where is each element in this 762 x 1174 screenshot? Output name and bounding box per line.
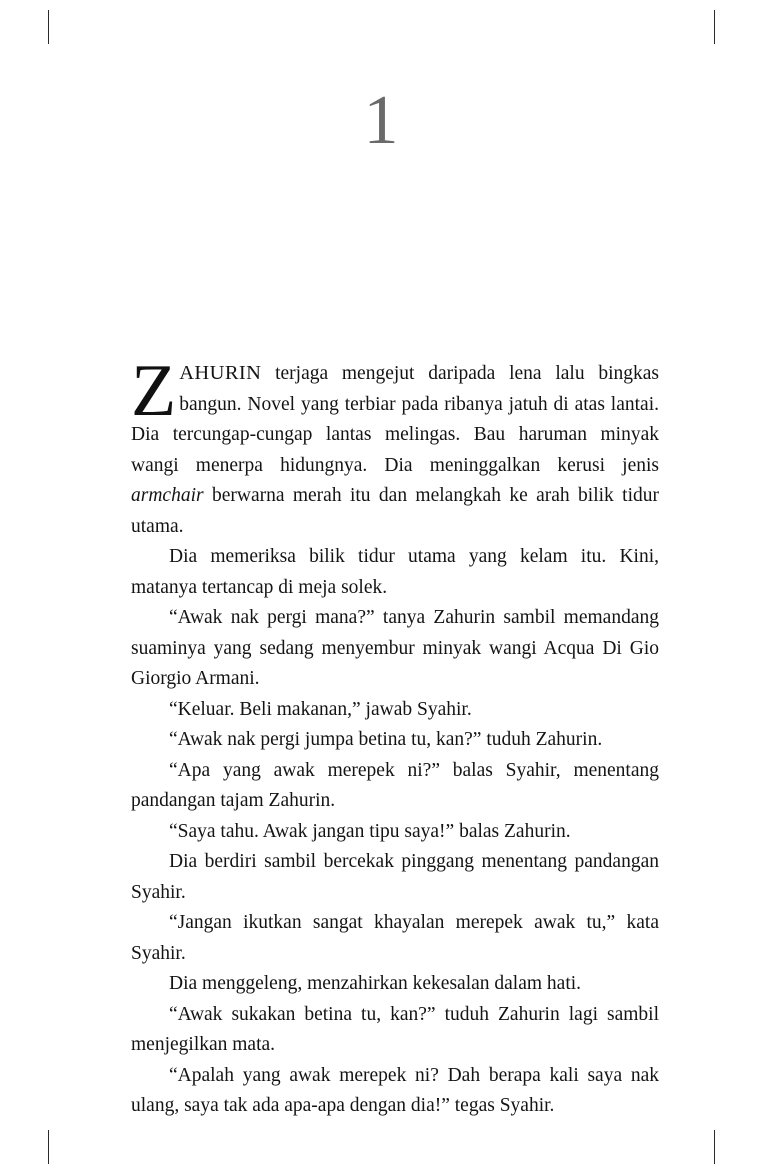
paragraph-11: “Awak sukakan betina tu, kan?” tuduh Zahurin lagi sambil menjegilkan mata. xyxy=(131,1003,659,1055)
paragraph-1-tail: berwarna merah itu dan melangkah ke arah bilik tidur utama. xyxy=(131,485,659,537)
paragraph-3: “Awak nak pergi mana?” tanya Zahurin sambil memandang suaminya yang sedang menyembur minyak wangi Acqua Di Gio Giorgio Armani. xyxy=(131,607,659,689)
crop-mark-bottom-right xyxy=(714,1130,715,1164)
drop-cap: Z xyxy=(131,350,177,432)
paragraph-1-smallcaps: AHURIN xyxy=(179,362,262,384)
paragraph-6: “Apa yang awak merepek ni?” balas Syahir, menentang pandangan tajam Zahurin. xyxy=(131,759,659,811)
paragraph-7: “Saya tahu. Awak jangan tipu saya!” balas Zahurin. xyxy=(169,820,571,842)
paragraph-1-lead: terjaga mengejut daripada lena lalu bingkas bangun. Novel yang terbiar pada ribanya jatuh di atas lantai. Dia tercungap-cungap lantas melingas. Bau haruman minyak wangi menerpa hidungnya. Dia meninggalkan kerusi jenis xyxy=(131,363,659,476)
paragraph-1-italic-term: armchair xyxy=(131,485,204,506)
body-text xyxy=(131,350,659,1122)
chapter-number: 1 xyxy=(363,82,399,159)
crop-mark-bottom-left xyxy=(48,1130,49,1164)
paragraph-5: “Awak nak pergi jumpa betina tu, kan?” tuduh Zahurin. xyxy=(169,729,603,750)
paragraph-4: “Keluar. Beli makanan,” jawab Syahir. xyxy=(169,698,472,720)
paragraph-1 xyxy=(131,350,659,542)
paragraph-2: Dia memeriksa bilik tidur utama yang kelam itu. Kini, matanya tertancap di meja solek. xyxy=(131,546,659,598)
paragraph-9: “Jangan ikutkan sangat khayalan merepek awak tu,” kata Syahir. xyxy=(131,912,659,964)
paragraph-10: Dia menggeleng, menzahirkan kekesalan dalam hati. xyxy=(169,973,582,994)
paragraph-12: “Apalah yang awak merepek ni? Dah berapa kali saya nak ulang, saya tak ada apa-apa dengan dia!” tegas Syahir. xyxy=(131,1064,659,1116)
crop-mark-top-right xyxy=(714,10,715,44)
crop-mark-top-left xyxy=(48,10,49,44)
paragraph-8: Dia berdiri sambil bercekak pinggang menentang pandangan Syahir. xyxy=(131,851,659,903)
